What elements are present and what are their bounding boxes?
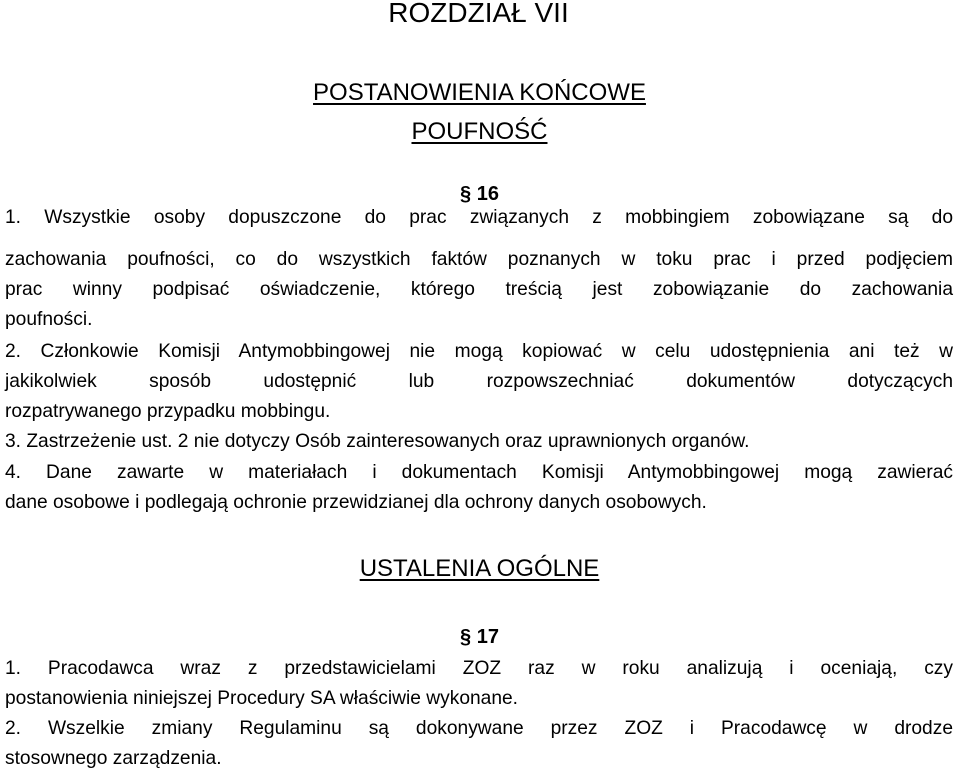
paragraph-16-line: 4. Dane zawarte w materiałach i dokumentach Komisji Antymobbingowej mogą zawierać: [5, 462, 953, 483]
paragraph-16-line: 2. Członkowie Komisji Antymobbingowej nie mogą kopiować w celu udostępnienia ani też w: [5, 341, 953, 362]
paragraph-17-line: stosownego zarządzenia.: [5, 748, 222, 769]
paragraph-17-line: postanowienia niniejszej Procedury SA właściwie wykonane.: [5, 688, 519, 709]
paragraph-16-line: 1. Wszystkie osoby dopuszczone do prac związanych z mobbingiem zobowiązane są do: [5, 207, 953, 228]
section-heading-final-provisions: POSTANOWIENIA KOŃCOWE: [313, 79, 646, 106]
paragraph-17-line: 1. Pracodawca wraz z przedstawicielami ZOZ raz w roku analizują i oceniają, czy: [5, 658, 953, 679]
paragraph-number-16: § 16: [460, 183, 499, 205]
paragraph-16-line: prac winny podpisać oświadczenie, którego treścią jest zobowiązanie do zachowania: [5, 279, 953, 300]
paragraph-16-line: poufności.: [5, 309, 93, 330]
paragraph-number-17: § 17: [460, 626, 499, 648]
paragraph-16-line: dane osobowe i podlegają ochronie przewidzianej dla ochrony danych osobowych.: [5, 492, 707, 513]
chapter-title: ROZDZIAŁ VII: [388, 0, 569, 28]
paragraph-16-line: zachowania poufności, co do wszystkich faktów poznanych w toku prac i przed podjęciem: [5, 249, 953, 270]
paragraph-16-line: jakikolwiek sposób udostępnić lub rozpowszechniać dokumentów dotyczących: [5, 371, 953, 392]
paragraph-16-line: rozpatrywanego przypadku mobbingu.: [5, 401, 331, 422]
section-heading-confidentiality: POUFNOŚĆ: [411, 118, 548, 145]
paragraph-16-line: 3. Zastrzeżenie ust. 2 nie dotyczy Osób zainteresowanych oraz uprawnionych organów.: [5, 431, 750, 452]
paragraph-17-line: 2. Wszelkie zmiany Regulaminu są dokonywane przez ZOZ i Pracodawcę w drodze: [5, 718, 953, 739]
section-heading-general-provisions: USTALENIA OGÓLNE: [359, 555, 600, 582]
